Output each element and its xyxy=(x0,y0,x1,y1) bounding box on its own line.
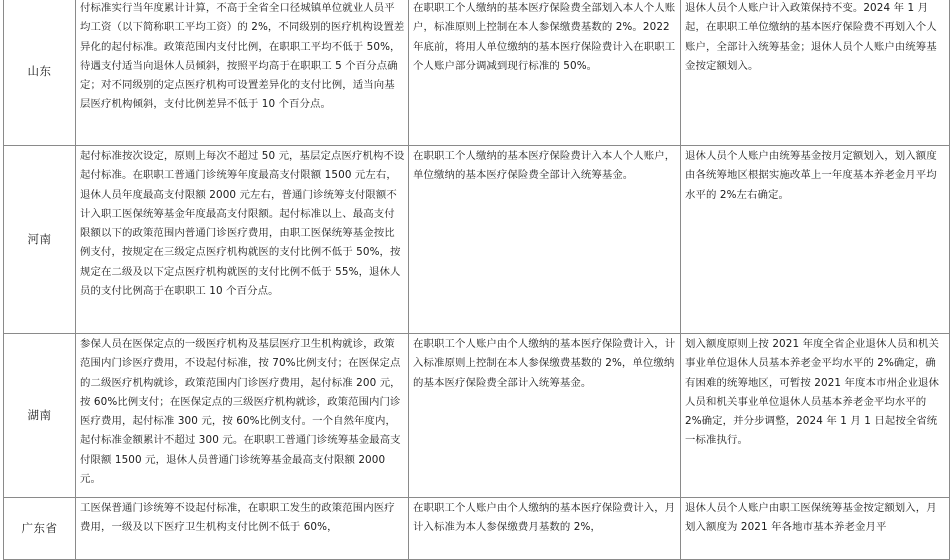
table-row xyxy=(4,498,950,560)
table-row xyxy=(4,0,950,146)
outpatient-policy-cell: 参保人员在医保定点的一级医疗机构及基层医疗卫生机构就诊，政策范围内门诊医疗费用，不设起付标准，按 70%比例支付；在医保定点的二级医疗机构就诊，政策范围内门诊医疗费用，起付标准 200 元，按 60%比例支付；在医保定点的三级医疗机构就诊，政策范围内门诊医疗费用，起付标准 300 元，按 60%比例支付。一个自然年度内，起付标准金额累计不超过 300 元。在职职工普通门诊统筹基金最高支付限额 1500 元，退休人员普通门诊统筹基金最高支付限额 2000 元。 xyxy=(76,334,409,498)
table-row xyxy=(4,146,950,334)
province-cell: 广东省 xyxy=(4,498,76,560)
province-cell: 山东 xyxy=(4,0,76,146)
employee-account-cell: 在职职工个人缴纳的基本医疗保险费全部划入本人个人账户，标准原则上控制在本人参保缴费基数的 2%。2022 年底前，将用人单位缴纳的基本医疗保险费计入在职职工个人账户部分调减到现行标准的 50%。 xyxy=(409,0,681,146)
retiree-account-cell: 退休人员个人账户由职工医保统筹基金按定额划入，月划入额度为 2021 年各地市基本养老金月平 xyxy=(681,498,950,560)
retiree-account-cell: 退休人员个人账户由统筹基金按月定额划入，划入额度由各统筹地区根据实施改革上一年度基本养老金月平均水平的 2%左右确定。 xyxy=(681,146,950,334)
employee-account-cell: 在职职工个人缴纳的基本医疗保险费计入本人个人账户，单位缴纳的基本医疗保险费全部计入统筹基金。 xyxy=(409,146,681,334)
employee-account-cell: 在职职工个人账户由个人缴纳的基本医疗保险费计入，计入标准原则上控制在本人参保缴费基数的 2%，单位缴纳的基本医疗保险费全部计入统筹基金。 xyxy=(409,334,681,498)
province-cell: 湖南 xyxy=(4,334,76,498)
retiree-account-cell: 划入额度原则上按 2021 年度全省企业退休人员和机关事业单位退休人员基本养老金平均水平的 2%确定，确有困难的统筹地区，可暂按 2021 年度本市州企业退休人员和机关事业单位退休人员基本养老金平均水平的 2%确定，并分步调整，2024 年 1 月 1 日起按全省统一标准执行。 xyxy=(681,334,950,498)
outpatient-policy-cell: 起付标准按次设定，原则上每次不超过 50 元，基层定点医疗机构不设起付标准。在职职工普通门诊统筹年度最高支付限额 1500 元左右，退休人员年度最高支付限额 2000 元左右，普通门诊统筹支付限额不计入职工医保统筹基金年度最高支付限额。起付标准以上、最高支付限额以下的政策范围内普通门诊医疗费用，由职工医保统筹基金按比例支付，按规定在三级定点医疗机构就医的支付比例不低于 50%，按规定在二级及以下定点医疗机构就医的支付比例不低于 55%，退休人员的支付比例高于在职职工 10 个百分点。 xyxy=(76,146,409,334)
employee-account-cell: 在职职工个人账户由个人缴纳的基本医疗保险费计入，月计入标准为本人参保缴费月基数的 2%， xyxy=(409,498,681,560)
outpatient-policy-cell: 工医保普通门诊统筹不设起付标准，在职职工发生的政策范围内医疗费用，一级及以下医疗卫生机构支付比例不低于 60%， xyxy=(76,498,409,560)
province-cell: 河南 xyxy=(4,146,76,334)
policy-comparison-table xyxy=(3,0,950,560)
table-row xyxy=(4,334,950,498)
outpatient-policy-cell: 付标准实行当年度累计计算，不高于全省全口径城镇单位就业人员平均工资（以下简称职工平均工资）的 2%，不同级别的医疗机构设置差异化的起付标准。政策范围内支付比例，在职职工平均不低于 50%，待遇支付适当向退休人员倾斜，按照平均高于在职职工 5 个百分点确定；对不同级别的定点医疗机构可设置差异化的支付比例，适当向基层医疗机构倾斜，支付比例差异不低于 10 个百分点。 xyxy=(76,0,409,146)
retiree-account-cell: 退休人员个人账户计入政策保持不变。2024 年 1 月起，在职职工单位缴纳的基本医疗保险费不再划入个人账户，全部计入统筹基金；退休人员个人账户由统筹基金按定额划入。 xyxy=(681,0,950,146)
